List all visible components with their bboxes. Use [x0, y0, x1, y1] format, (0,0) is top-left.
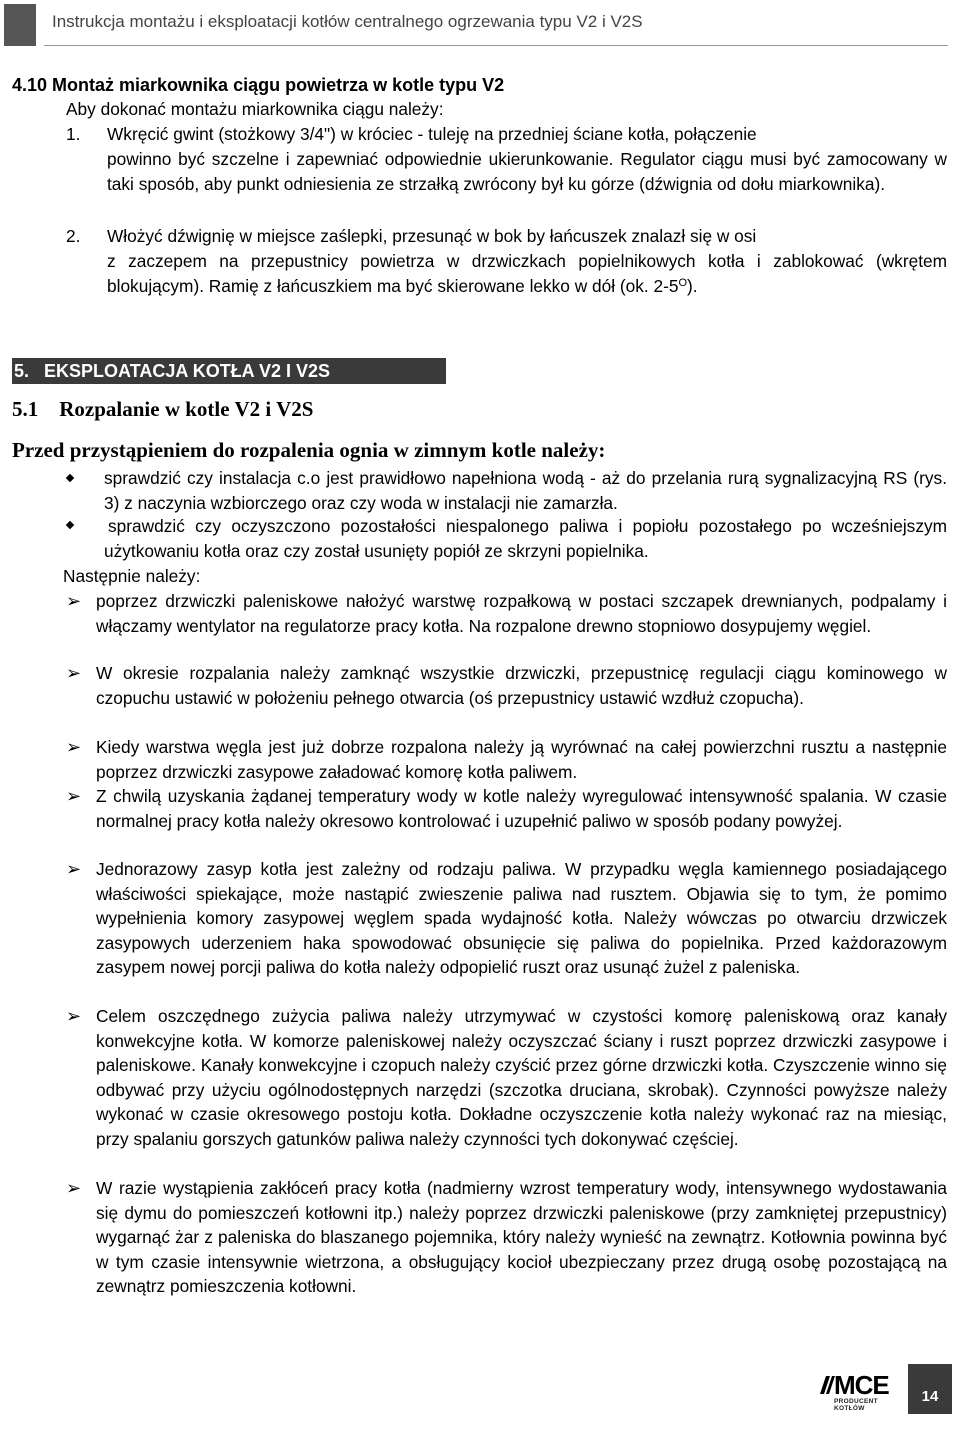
arrow-bullet-icon: ➢ [66, 663, 82, 683]
chapter-5-heading: 5. EKSPLOATACJA KOTŁA V2 I V2S [12, 358, 446, 384]
next-steps-label: Następnie należy: [63, 566, 201, 586]
check-item-2: sprawdzić czy oczyszczono pozostałości niespalonego paliwa i popiołu pozostałego po wcześniejszym użytkowaniu kotła oraz czy został usunięty popiół ze skrzyni popielnika. [104, 516, 947, 561]
step-item-4: Z chwilą uzyskania żądanej temperatury wody w kotle należy wyregulować intensywność spalania. W czasie normalnej pracy kotła należy okresowo kontrolować i uzupełnić paliwo w sposób podany powyżej. [96, 786, 947, 831]
arrow-bullet-icon: ➢ [66, 737, 82, 757]
header-divider [44, 45, 948, 46]
step-2-number: 2. [66, 226, 81, 246]
section-4-10-intro: Aby dokonać montażu miarkownika ciągu należy: [66, 99, 444, 119]
header-marker [4, 4, 36, 46]
step-1-first-line: Wkręcić gwint (stożkowy 3/4") w króciec - tuleję na przedniej ściane kotła, połączenie [107, 124, 757, 144]
arrow-bullet-icon: ➢ [66, 591, 82, 611]
document-header-title: Instrukcja montażu i eksploatacji kotłów centralnego ogrzewania typu V2 i V2S [52, 12, 643, 31]
arrow-bullet-icon: ➢ [66, 1178, 82, 1198]
step-2-text [107, 249, 947, 298]
page-number: 14 [908, 1364, 952, 1414]
mce-logo [818, 1370, 902, 1410]
step-2-text-end: ). [687, 275, 698, 296]
step-1-text: powinno być szczelne i zapewniać odpowiednie ukierunkowanie. Regulator ciągu musi być zamocowany w taki sposób, aby punkt odniesienia ze strzałką zwrócony był ku górze (dźwignia od dołu miarkownika). [107, 149, 947, 194]
step-item-1: poprzez drzwiczki paleniskowe nałożyć warstwę rozpałkową w postaci szczapek drewnianych, podpalamy i włączamy wentylator na regulatorze pracy kotła. Na rozpalone drewno stopniowo dosypujemy węgiel. [96, 591, 947, 636]
arrow-bullet-icon: ➢ [66, 1006, 82, 1026]
section-4-10-heading: 4.10 Montaż miarkownika ciągu powietrza w kotle typu V2 [12, 75, 505, 95]
step-item-7: W razie wystąpienia zakłóceń pracy kotła (nadmierny wzrost temperatury wody, intensywnego wydostawania się dymu do pomieszczeń kotłowni itp.) należy poprzez drzwiczki paleniskowe (przy zamkniętej przepustnicy) wygarnąć żar z paleniska do blaszanego pojemnika, który należy wynieść na zewnątrz. Kotłownia powinna być w tym czasie intensywnie wietrzona, a obsługujący kocioł ubezpieczany przez drugą osobę pozostającą na zewnątrz pomieszczenia kotłowni. [96, 1178, 947, 1296]
step-2-text-main: z zaczepem na przepustnicy powietrza w drzwiczkach popielnikowych kotła i zablokować (wkrętem blokującym). Ramię z łańcuszkiem ma być skierowane lekko w dół (ok. 2-5 [107, 251, 947, 296]
arrow-bullet-icon: ➢ [66, 786, 82, 806]
degree-mark: O [678, 276, 688, 289]
step-2-first-line: Włożyć dźwignię w miejsce zaślepki, przesunąć w bok by łańcuszek znalazł się w osi [107, 226, 757, 246]
step-item-3: Kiedy warstwa węgla jest już dobrze rozpalona należy ją wyrównać na całej powierzchni rusztu a następnie poprzez drzwiczki zasypowe załadować komorę kotła paliwem. [96, 737, 947, 782]
step-item-2: W okresie rozpalania należy zamknąć wszystkie drzwiczki, przepustnicę regulacji ciągu kominowego w czopuchu ustawić w położeniu pełnego otwarcia (oś przepustnicy ustawić wzdłuż czopucha). [96, 663, 947, 708]
step-item-5: Jednorazowy zasyp kotła jest zależny od rodzaju paliwa. W przypadku węgla kamiennego posiadającego właściwości spiekające, może nastąpić zwieszenie paliwa nad rusztem. Objawia się to tym, że pomimo wypełnienia komory zasypowej węglem spada wydajność kotła. Należy wówczas po otwarciu drzwiczek zasypowych uderzeniem haka spowodować obsunięcie się paliwa do popielnika. Przed każdorazowym zasypem nowej porcji paliwa do kotła należy odpopielić ruszt oraz usunąć żużel z paleniska. [96, 859, 947, 977]
check-item-1: sprawdzić czy instalacja c.o jest prawidłowo napełniona wodą - aż do przelania rurą sygnalizacyjną RS (rys. 3) z naczynia wzbiorczego oraz czy woda w instalacji nie zamarzła. [104, 468, 947, 513]
logo-text: MCE [834, 1370, 889, 1400]
step-1-number: 1. [66, 124, 81, 144]
arrow-bullet-icon: ➢ [66, 859, 82, 879]
section-5-1-subheading: Przed przystąpieniem do rozpalenia ognia w zimnym kotle należy: [12, 438, 606, 462]
bullet-diamond-icon [66, 474, 74, 482]
bullet-diamond-icon [66, 521, 74, 529]
section-5-1-heading: 5.1 Rozpalanie w kotle V2 i V2S [12, 397, 314, 421]
step-item-6: Celem oszczędnego zużycia paliwa należy utrzymywać w czystości komorę paleniskową oraz kanały konwekcyjne kotła. W komorze paleniskowej należy oczyszczać ściany i ruszt poprzez drzwiczki zasypowe i paleniskowe. Kanały konwekcyjne i czopuch należy czyścić przez górne drzwiczki kotła. Czyszczenie winno się odbywać przy użyciu ogólnodostępnych narzędzi (szczotka druciana, skrobak). Czynności powyższe należy wykonać w czasie okresowego postoju kotła. Dokładne oczyszczenie kotła należy wykonać raz na miesiąc, przy spalaniu gorszych gatunków paliwa należy czynności tych dokonywać częściej. [96, 1006, 947, 1149]
logo-subtext: PRODUCENT KOTŁÓW [834, 1398, 878, 1412]
